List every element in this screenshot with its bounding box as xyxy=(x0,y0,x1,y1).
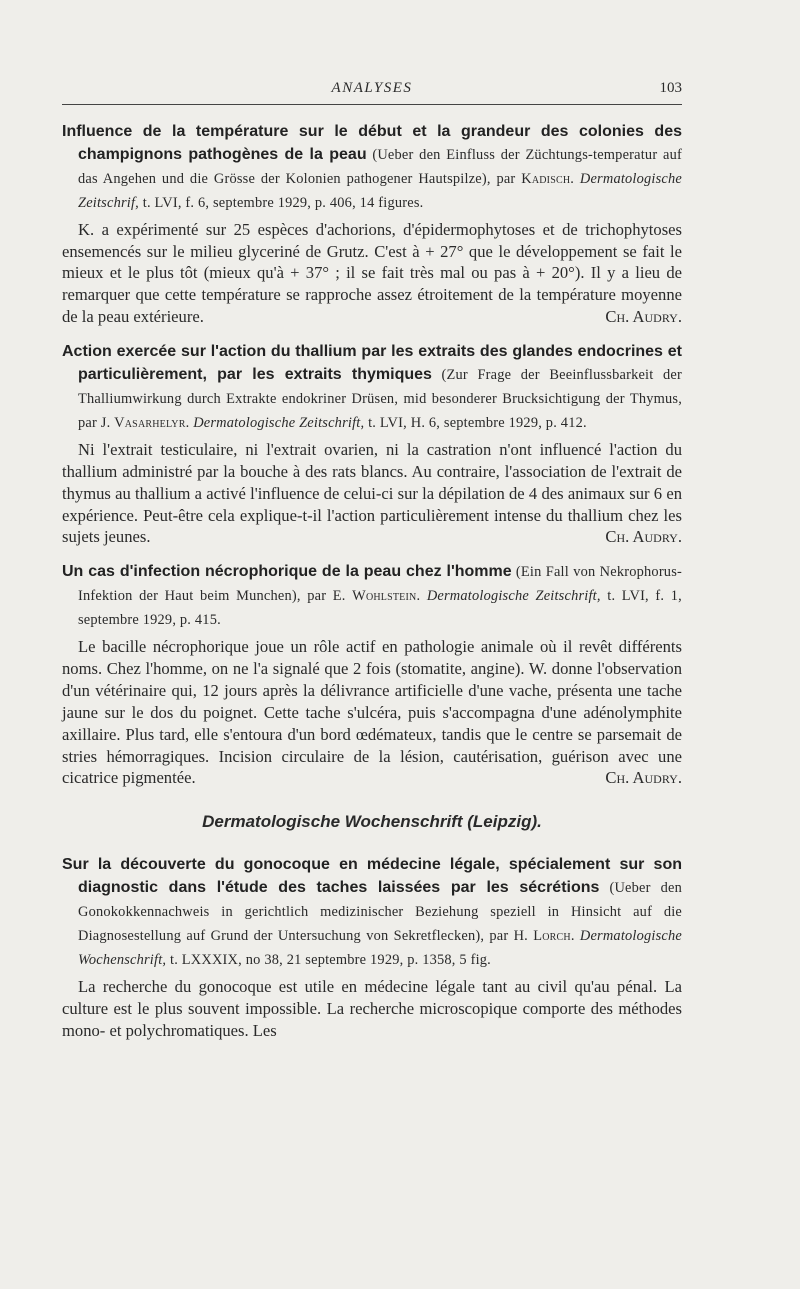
article-title: Influence de la température sur le début et la grandeur des colonies des champignons pathogènes de la peau xyxy=(62,123,682,163)
journal-name: Dermatologische Zeitschrift, xyxy=(193,414,365,431)
reference-text: (Zur Frage der Beeinflussbarkeit der Thalliumwirkung durch Extrakte endokriner Drüsen, mid besonderer Brucksichtigung der Thymus, par J. xyxy=(78,367,682,431)
reference-details: t. LXXXIX, no 38, 21 septembre 1929, p. 1358, 5 fig. xyxy=(166,951,491,968)
reference-text: (Ueber den Einfluss der Züchtungs-temperatur auf das Angehen und die Grösse der Kolonien pathogener Hautspilze), par xyxy=(78,146,683,187)
article-title: Sur la découverte du gonocoque en médecine légale, spécialement sur son diagnostic dans l'étude des taches laissées par les sécrétions xyxy=(62,856,682,897)
page-header xyxy=(62,80,682,100)
article-title: Action exercée sur l'action du thallium par les extraits des glandes endocrines et particulièrement, par les extraits thymiques xyxy=(62,343,682,384)
article-1 xyxy=(62,120,682,328)
signature: Ch. Audry. xyxy=(605,307,682,327)
signature: Ch. Audry. xyxy=(605,768,682,788)
reference-text: (Ein Fall von Nekrophorus-Infektion der Haut beim Munchen), par E. xyxy=(78,564,682,605)
article-body: La recherche du gonocoque est utile en médecine légale tant au civil qu'au pénal. La culture est le plus souvent impossible. La recherche microscopique comporte des méthodes mono- et polychromatiques. Les xyxy=(62,976,682,1040)
author-name: Wohlstein xyxy=(352,588,417,605)
journal-name: Dermatologische Zeitschrift, xyxy=(426,588,601,605)
article-heading xyxy=(62,340,682,435)
reference-details: t. LVI, f. 1, septembre 1929, p. 415. xyxy=(78,588,682,629)
reference-separator: . xyxy=(570,928,580,944)
article-heading xyxy=(62,120,682,215)
body-text: K. a expérimenté sur 25 espèces d'achorions, d'épidermophytoses et de trichophytoses ensemencés sur le milieu glyceriné de Grutz. C'est à + 27° que le développement se fait le mieux et le plus tôt (mieux qu'à + 37° ; il se fait très mal ou pas à + 20°). Il y a lieu de remarquer que cette température se rapproche assez étroitement de la température moyenne de la peau extérieure. xyxy=(62,219,682,327)
article-heading xyxy=(62,853,682,972)
running-title: ANALYSES xyxy=(331,80,413,96)
header-rule xyxy=(62,104,682,105)
reference-separator: . xyxy=(570,170,580,187)
page-content xyxy=(62,120,682,1054)
article-title: Un cas d'infection nécrophorique de la peau chez l'homme xyxy=(62,563,512,581)
reference-text: (Ueber den Gonokokkennachweis in gerichtlich medizinischer Beziehung speziell in Hinsicht auf die Diagnosestellung auf Grund der Untersuchung von Sekretflecken), par H. xyxy=(78,880,683,944)
journal-section-heading: Dermatologische Wochenschrift (Leipzig). xyxy=(202,812,542,832)
article-3 xyxy=(62,560,682,789)
journal-name: Dermatologische Wochenschrift, xyxy=(78,928,682,968)
author-name: Kadisch xyxy=(521,170,571,187)
article-4 xyxy=(62,853,682,1041)
body-text: Ni l'extrait testiculaire, ni l'extrait ovarien, ni la castration n'ont influencé l'action du thallium administré par la bouche à des rats blancs. Au contraire, l'association de l'extrait de thymus au thallium a activé l'influence de celui-ci sur la dépilation de 4 des animaux sur 6 en expérience. Peut-être cela explique-t-il l'action particulièrement intense du thallium chez les sujets jeunes. xyxy=(62,439,682,547)
body-text: Le bacille nécrophorique joue un rôle actif en pathologie animale où il revêt différents noms. Chez l'homme, on ne l'a signalé que 2 fois (stomatite, angine). W. donne l'observation d'un vétérinaire qui, 12 jours après la délivrance artificielle d'une vache, présenta une tache jaune sur le dos du poignet. Cette tache s'ulcéra, puis s'accompagna d'une adénolymphite axillaire. Plus tard, elle s'entoura d'un bord œdémateux, tandis que le centre se parsemait de stries hémorragiques. Incision circulaire de la lésion, cautérisation, guérison avec une cicatrice pigmentée. xyxy=(62,637,682,788)
article-heading xyxy=(62,560,682,632)
journal-name: Dermatologische Zeitschrif, xyxy=(78,170,682,211)
reference-separator: . xyxy=(416,588,427,605)
reference-details: t. LVI, f. 6, septembre 1929, p. 406, 14 figures. xyxy=(138,194,424,211)
page-number: 103 xyxy=(659,80,682,96)
author-name: Lorch xyxy=(533,928,571,944)
signature: Ch. Audry. xyxy=(605,527,682,547)
article-body xyxy=(62,439,682,549)
article-body xyxy=(62,219,682,329)
reference-separator: . xyxy=(185,414,194,431)
article-2 xyxy=(62,340,682,548)
reference-details: t. LVI, H. 6, septembre 1929, p. 412. xyxy=(364,414,587,431)
author-name: Vasarhelyr xyxy=(114,414,186,431)
article-body xyxy=(62,636,682,789)
